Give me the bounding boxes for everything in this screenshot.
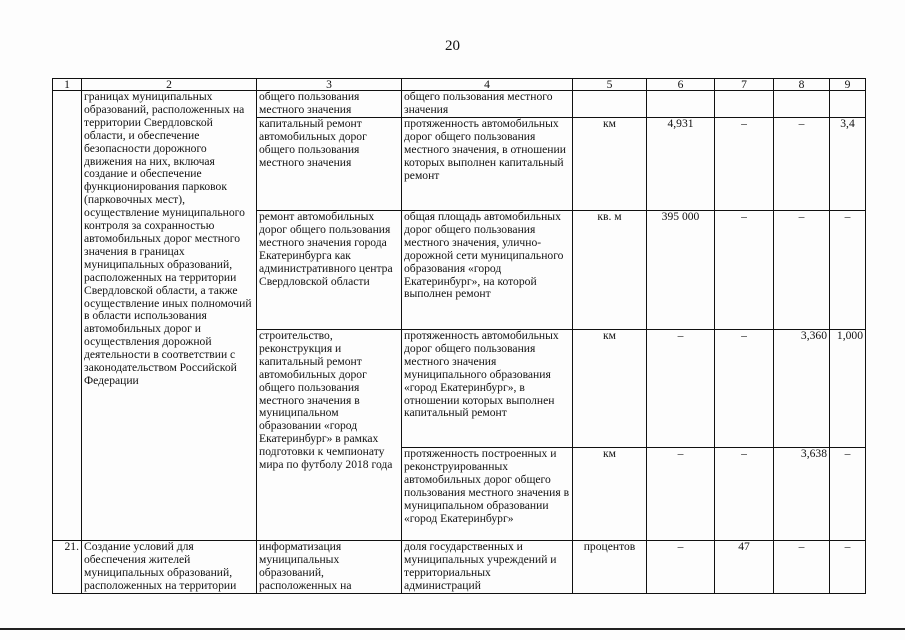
value-cell: 3,4 [830, 118, 866, 211]
task-cell: капитальный ремонт автомобильных дорог общего пользования местного значения [257, 118, 402, 211]
task-cell: общего пользования местного значения [257, 91, 402, 118]
value-cell [830, 91, 866, 118]
header-cell: 7 [715, 79, 774, 91]
value-cell: – [647, 541, 715, 594]
value-cell: – [647, 448, 715, 541]
header-row [53, 79, 866, 91]
scan-bottom-edge [0, 628, 905, 630]
value-cell: – [774, 118, 830, 211]
indicator-cell: протяженность построенных и реконструированных автомобильных дорог общего пользования местного значения в муниципальном образовании «город Екатеринбург» [402, 448, 573, 541]
indicator-cell: доля государственных и муниципальных учреждений и территориальных администраций [402, 541, 573, 594]
header-cell: 9 [830, 79, 866, 91]
task-cell: ремонт автомобильных дорог общего пользования местного значения города Екатеринбурга как административного центра Свердловской области [257, 211, 402, 330]
unit-cell: км [573, 330, 647, 448]
header-cell: 4 [402, 79, 573, 91]
value-cell: – [774, 211, 830, 330]
objective-cell: границах муниципальных образований, расположенных на территории Свердловской области, и обеспечение безопасности дорожного движения на них, включая создание и обеспечение функционирования парковок (парковочных мест), осуществление муниципального контроля за сохранностью автомобильных дорог местного значения в границах муниципальных образований, расположенных на территории Свердловской области, а также осуществление иных полномочий в области использования автомобильных дорог и осуществления дорожной деятельности в соответствии с законодательством Российской Федерации [82, 91, 257, 541]
value-cell: 47 [715, 541, 774, 594]
value-cell: – [715, 211, 774, 330]
row-number-cell [53, 91, 82, 541]
header-cell: 5 [573, 79, 647, 91]
unit-cell [573, 91, 647, 118]
objective-cell: Создание условий для обеспечения жителей муниципальных образований, расположенных на территории [82, 541, 257, 594]
task-cell: строительство, реконструкция и капитальный ремонт автомобильных дорог общего пользования местного значения в муниципальном образовании «город Екатеринбург» в рамках подготовки к чемпионату мира по футболу 2018 года [257, 330, 402, 541]
value-cell: – [830, 541, 866, 594]
table-row [53, 541, 866, 594]
value-cell: 3,360 [774, 330, 830, 448]
indicator-cell: протяженность автомобильных дорог общего пользования местного значения муниципального образования «город Екатеринбург», в отношении которых выполнен капитальный ремонт [402, 330, 573, 448]
header-cell: 6 [647, 79, 715, 91]
page-number: 20 [445, 38, 460, 54]
value-cell: 395 000 [647, 211, 715, 330]
value-cell [647, 91, 715, 118]
value-cell: 1,000 [830, 330, 866, 448]
header-cell: 2 [82, 79, 257, 91]
indicator-cell: общего пользования местного значения [402, 91, 573, 118]
unit-cell: кв. м [573, 211, 647, 330]
header-cell: 3 [257, 79, 402, 91]
value-cell: – [830, 448, 866, 541]
unit-cell: км [573, 448, 647, 541]
value-cell: 3,638 [774, 448, 830, 541]
value-cell: 4,931 [647, 118, 715, 211]
value-cell: – [830, 211, 866, 330]
header-cell: 1 [53, 79, 82, 91]
unit-cell: км [573, 118, 647, 211]
value-cell [774, 91, 830, 118]
header-cell: 8 [774, 79, 830, 91]
value-cell [715, 91, 774, 118]
data-table [52, 78, 866, 594]
indicator-cell: общая площадь автомобильных дорог общего пользования местного значения, улично-дорожной сети муниципального образования «город Екатеринбург», на которой выполнен ремонт [402, 211, 573, 330]
value-cell: – [715, 330, 774, 448]
task-cell: информатизация муниципальных образований, расположенных на [257, 541, 402, 594]
unit-cell: процентов [573, 541, 647, 594]
value-cell: – [715, 448, 774, 541]
value-cell: – [715, 118, 774, 211]
value-cell: – [774, 541, 830, 594]
indicator-cell: протяженность автомобильных дорог общего пользования местного значения, в отношении которых выполнен капитальный ремонт [402, 118, 573, 211]
row-number-cell: 21. [53, 541, 82, 594]
table-row [53, 91, 866, 118]
value-cell: – [647, 330, 715, 448]
